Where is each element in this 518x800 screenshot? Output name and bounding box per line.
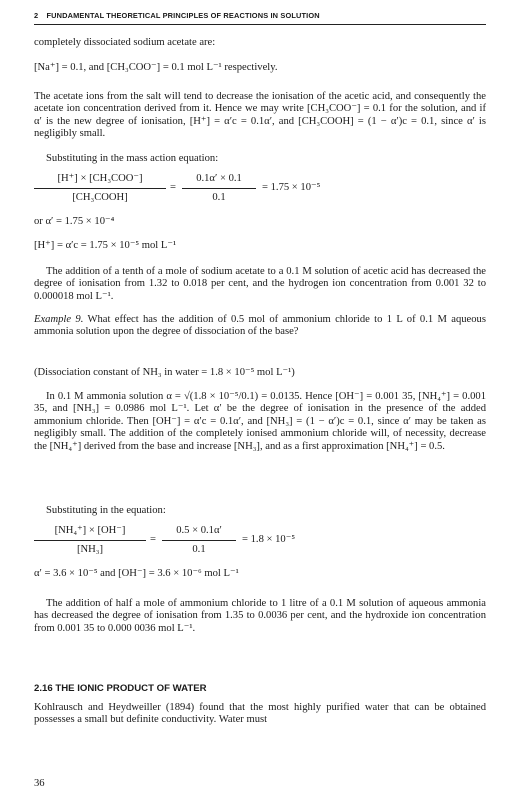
equals-sign: =	[170, 182, 176, 193]
example-label: Example 9.	[34, 314, 84, 325]
paragraph-substituting-2: Substituting in the equation:	[46, 505, 166, 516]
equation-alpha-prime: or α′ = 1.75 × 10⁻⁴	[34, 216, 115, 227]
paragraph-kohlrausch: Kohlrausch and Heydweiller (1894) found that the most highly purified water that can be obtained possesses a small but definite conductivity. Water must	[34, 702, 486, 726]
header-rule	[34, 24, 486, 25]
header-page-number: 2	[34, 11, 39, 20]
fraction-numerator-mid: 0.1α′ × 0.1	[196, 173, 242, 184]
fraction-numerator-left: [NH₄⁺] × [OH⁻]	[54, 525, 126, 536]
paragraph-intro: completely dissociated sodium acetate are:	[34, 37, 216, 48]
dissociation-constant-note: (Dissociation constant of NH₃ in water = 1.8 × 10⁻⁵ mol L⁻¹)	[34, 367, 295, 378]
running-title: FUNDAMENTAL THEORETICAL PRINCIPLES OF REACTIONS IN SOLUTION	[46, 11, 320, 20]
fraction-numerator-left: [H⁺] × [CH₃COO⁻]	[57, 173, 143, 184]
fraction-bar	[182, 188, 256, 189]
fraction-bar	[34, 188, 166, 189]
paragraph-conclusion-2: The addition of half a mole of ammonium chloride to 1 litre of a 0.1 M solution of aqueous ammonia has decreased the degree of ionisation from 1.35 to 0.0036 per cent, and the hydroxide ion concentration from 0.001 35 to 0.000 0036 mol L⁻¹.	[34, 598, 486, 634]
equation-hydrogen-ion: [H⁺] = α′c = 1.75 × 10⁻⁵ mol L⁻¹	[34, 240, 177, 251]
equals-sign: =	[150, 534, 156, 545]
fraction-bar	[34, 540, 146, 541]
equation-result: = 1.8 × 10⁻⁵	[242, 534, 296, 545]
fraction-denominator-mid: 0.1	[192, 544, 206, 555]
paragraph-substituting: Substituting in the mass action equation:	[46, 153, 219, 164]
fraction-denominator-mid: 0.1	[212, 192, 226, 203]
fraction-denominator-left: [CH₃COOH]	[72, 192, 128, 203]
fraction-numerator-mid: 0.5 × 0.1α′	[176, 525, 222, 536]
fraction-denominator-left: [NH₃]	[76, 544, 104, 555]
equation-ion-concentrations: [Na⁺] = 0.1, and [CH₃COO⁻] = 0.1 mol L⁻¹ respectively.	[34, 62, 278, 73]
paragraph-acetate-effect: The acetate ions from the salt will tend to decrease the ionisation of the acetic acid, and consequently the acetate ion concentration derived from it. Hence we may write [CH₃COO⁻] = 0.1 for the solution, and if α′ is the new degree of ionisation, [H⁺] = α′c = 0.1α′, and [CH₃COOH] = (1 − α′)c = 0.1, since α′ is negligibly small.	[34, 91, 486, 140]
page-number: 36	[34, 778, 45, 789]
paragraph-conclusion: The addition of a tenth of a mole of sodium acetate to a 0.1 M solution of acetic acid has decreased the degree of ionisation from 1.32 to 0.018 per cent, and the hydrogen ion concentration from 0.001 32 to 0.000018 mol L⁻¹.	[34, 266, 486, 302]
running-head	[34, 10, 486, 22]
equation-alpha-and-hydroxide: α′ = 3.6 × 10⁻⁵ and [OH⁻] = 3.6 × 10⁻⁶ mol L⁻¹	[34, 568, 239, 579]
equation-result: = 1.75 × 10⁻⁵	[262, 182, 321, 193]
example-question: What effect has the addition of 0.5 mol of ammonium chloride to 1 L of 0.1 M aqueous ammonia solution upon the degree of dissociation of the base?	[34, 314, 486, 338]
paragraph-ammonia-solution: In 0.1 M ammonia solution α = √(1.8 × 10⁻⁵/0.1) = 0.0135. Hence [OH⁻] = 0.001 35, [NH₄⁺] = 0.001 35, and [NH₃] = 0.0986 mol L⁻¹. Let α′ be the degree of ionisation in the presence of the added ammonium chloride. Then [OH⁻] = α′c = 0.1α′, and [NH₃] = (1 − α′)c = 0.1, since α′ may be taken as negligibly small. The addition of the completely ionised ammonium chloride will, of necessity, decrease the [NH₄⁺] derived from the base and increase [NH₃], and as a first approximation [NH₄⁺] = 0.5.	[34, 391, 486, 452]
section-heading: 2.16 THE IONIC PRODUCT OF WATER	[34, 683, 207, 694]
example-9	[34, 314, 486, 339]
fraction-bar	[162, 540, 236, 541]
